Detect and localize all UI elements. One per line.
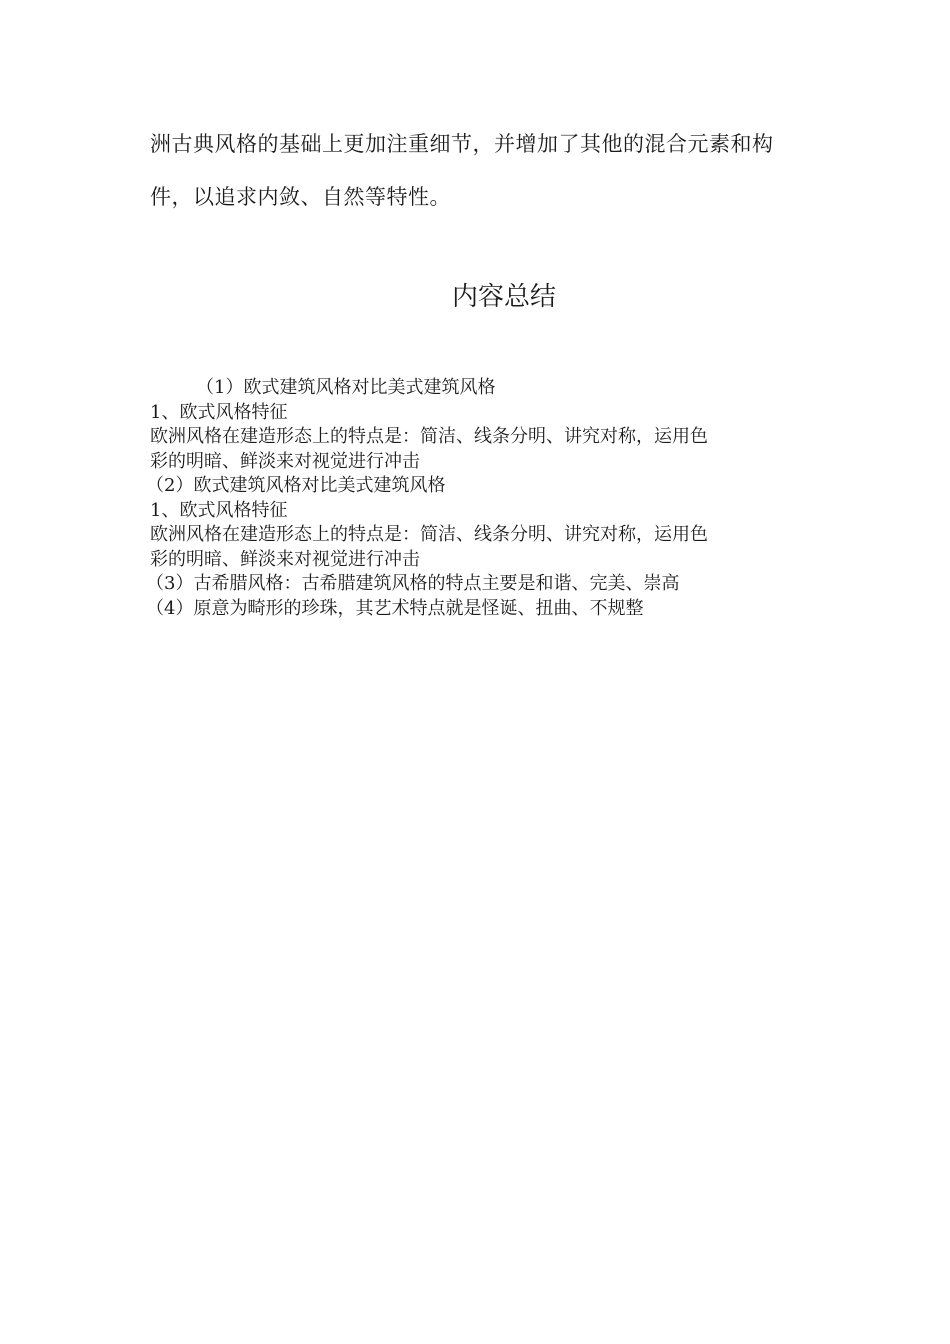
summary-line-3: 欧洲风格在建造形态上的特点是：简洁、线条分明、讲究对称，运用色 — [150, 426, 708, 447]
summary-line-6: 1、欧式风格特征 — [150, 499, 288, 521]
summary-heading: 内容总结 — [451, 282, 556, 312]
summary-line-1: （1）欧式建筑风格对比美式建筑风格 — [196, 377, 496, 398]
summary-line-10: （4）原意为畸形的珍珠，其艺术特点就是怪诞、扭曲、不规整 — [146, 597, 644, 619]
intro-paragraph — [150, 118, 810, 224]
summary-line-2: 1、欧式风格特征 — [150, 401, 288, 423]
intro-line-1: 洲古典风格的基础上更加注重细节，并增加了其他的混合元素和构 — [150, 132, 774, 156]
intro-line-2: 件，以追求内敛、自然等特性。 — [150, 185, 451, 209]
summary-body — [146, 376, 810, 621]
summary-line-5: （2）欧式建筑风格对比美式建筑风格 — [146, 475, 446, 496]
summary-line-7: 欧洲风格在建造形态上的特点是：简洁、线条分明、讲究对称，运用色 — [150, 524, 708, 545]
summary-line-8: 彩的明暗、鲜淡来对视觉进行冲击 — [150, 548, 420, 570]
summary-line-4: 彩的明暗、鲜淡来对视觉进行冲击 — [150, 450, 420, 472]
summary-line-9: （3）古希腊风格：古希腊建筑风格的特点主要是和谐、完美、崇高 — [146, 573, 680, 594]
